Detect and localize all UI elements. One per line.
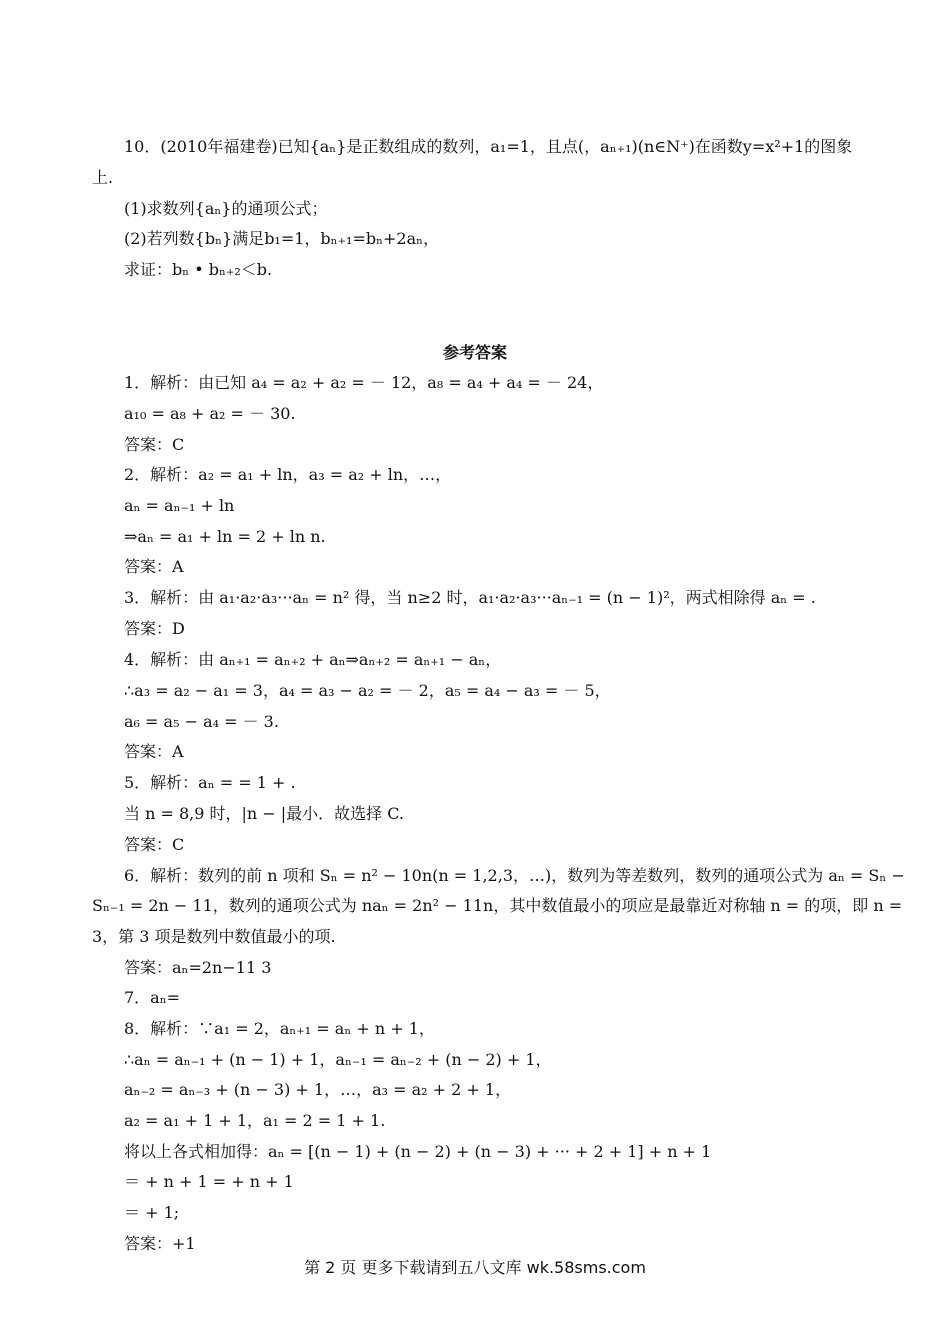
- answer-line: aₙ₋₂ = aₙ₋₃ + (n − 3) + 1，…，a₃ = a₂ + 2 + 1，: [124, 1080, 512, 1099]
- answer-line: ⇒aₙ = a₁ + ln = 2 + ln n.: [124, 527, 326, 546]
- page-footer: 第 2 页 更多下载请到五八文库 wk.58sms.com: [304, 1258, 646, 1277]
- answer-line: 4．解析：由 aₙ₊₁ = aₙ₊₂ + aₙ⇒aₙ₊₂ = aₙ₊₁ − aₙ，: [124, 650, 502, 669]
- answer-line: ∴a₃ = a₂ − a₁ = 3，a₄ = a₃ − a₂ = － 2，a₅ = a₄ − a₃ = － 5，: [124, 681, 611, 700]
- answer-line: Sₙ₋₁ = 2n − 11，数列的通项公式为 naₙ = 2n² − 11n，其中数值最小的项应是最靠近对称轴 n = 的项，即 n =: [92, 896, 903, 915]
- answer-line: 答案：C: [124, 835, 185, 854]
- answer-line: ∴aₙ = aₙ₋₁ + (n − 1) + 1，aₙ₋₁ = aₙ₋₂ + (n − 2) + 1，: [124, 1050, 552, 1069]
- answer-line: 1．解析：由已知 a₄ = a₂ + a₂ = － 12，a₈ = a₄ + a₄ = － 24，: [124, 373, 604, 392]
- answer-line: 2．解析：a₂ = a₁ + ln，a₃ = a₂ + ln，…，: [124, 465, 452, 484]
- answer-line: ＝ + n + 1 = + n + 1: [124, 1172, 294, 1191]
- answer-line: a₁₀ = a₈ + a₂ = － 30.: [124, 404, 296, 423]
- answer-line: 答案：+1: [124, 1234, 196, 1253]
- answer-line: 当 n = 8,9 时，|n − |最小．故选择 C.: [124, 804, 405, 823]
- problem10-part2: (2)若列数{bₙ}满足b₁=1，bₙ₊₁=bₙ+2aₙ，: [124, 229, 440, 248]
- answer-line: a₆ = a₅ − a₄ = － 3.: [124, 712, 279, 731]
- answer-line: 答案：aₙ=2n−11 3: [124, 958, 272, 977]
- answers-title: 参考答案: [442, 343, 507, 362]
- answer-line: 答案：A: [124, 557, 184, 576]
- answer-line: 将以上各式相加得：aₙ = [(n − 1) + (n − 2) + (n − 3) + ··· + 2 + 1] + n + 1: [124, 1142, 712, 1161]
- problem10-line1: 10．(2010年福建卷)已知{aₙ}是正数组成的数列，a₁=1，且点(，aₙ₊₁)(n∈N⁺)在函数y=x²+1的图象: [124, 137, 853, 156]
- answer-line: 5．解析：aₙ = = 1 + .: [124, 773, 296, 792]
- answer-line: 6．解析：数列的前 n 项和 Sₙ = n² − 10n(n = 1,2,3，…)，数列为等差数列，数列的通项公式为 aₙ = Sₙ −: [124, 866, 905, 885]
- answer-line: a₂ = a₁ + 1 + 1，a₁ = 2 = 1 + 1.: [124, 1111, 386, 1130]
- answer-line: 7．aₙ=: [124, 988, 181, 1007]
- answer-line: 3，第 3 项是数列中数值最小的项.: [92, 927, 336, 946]
- problem10-line2: 上.: [92, 168, 114, 187]
- answer-line: 答案：C: [124, 435, 185, 454]
- answer-line: 8．解析：∵a₁ = 2，aₙ₊₁ = aₙ + n + 1，: [124, 1019, 435, 1038]
- answer-line: 答案：D: [124, 619, 185, 638]
- answer-line: ＝ + 1;: [124, 1203, 180, 1222]
- answer-line: aₙ = aₙ₋₁ + ln: [124, 496, 235, 515]
- problem10-prove: 求证：bₙ • bₙ₊₂＜b.: [124, 260, 273, 279]
- problem10-part1: (1)求数列{aₙ}的通项公式；: [124, 199, 328, 218]
- answer-line: 答案：A: [124, 742, 184, 761]
- answer-line: 3．解析：由 a₁·a₂·a₃···aₙ = n² 得，当 n≥2 时，a₁·a₂·a₃···aₙ₋₁ = (n − 1)²，两式相除得 aₙ = .: [124, 588, 816, 607]
